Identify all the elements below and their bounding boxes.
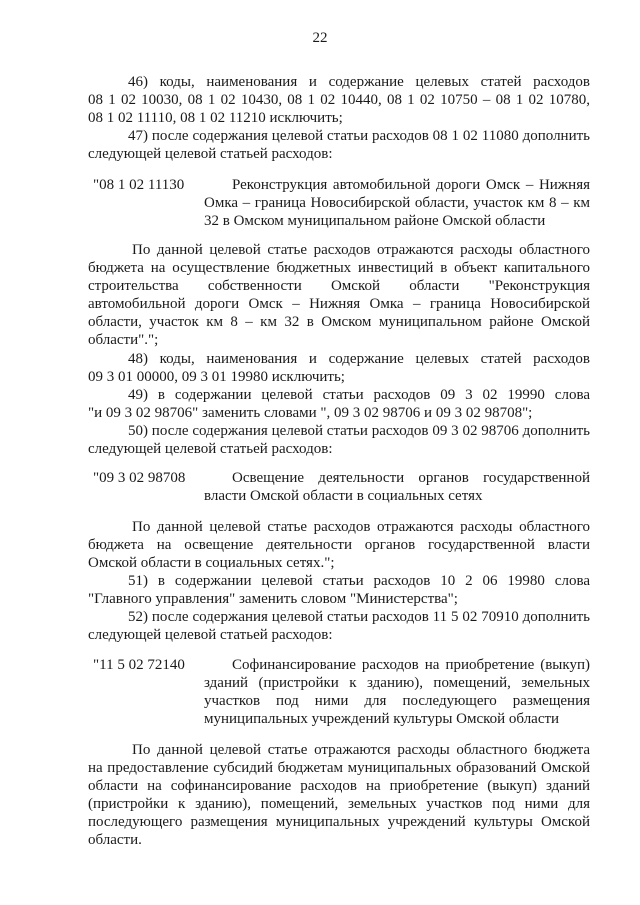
text-line: 49) в содержании целевой статьи расходов 09 3 02 19990 слова	[128, 387, 590, 403]
text-line: области".";	[88, 332, 159, 348]
text-line: Омской области в социальных сетях.";	[88, 555, 335, 571]
description-2	[88, 518, 590, 572]
text-line: 47) после содержания целевой статьи расходов 08 1 02 11080 дополнить	[128, 128, 590, 144]
text-line: строительства собственности Омской области "Реконструкция	[88, 278, 590, 294]
text-line: следующей целевой статьей расходов:	[88, 627, 333, 643]
text-line: области, участок км 8 – км 32 в Омском муниципальном районе Омской	[88, 314, 590, 330]
text-line: зданий (пристройки к зданию), помещений, земельных	[204, 675, 590, 691]
text-line: 08 1 02 11110, 08 1 02 11210 исключить;	[88, 110, 343, 126]
text-line: следующей целевой статьей расходов:	[88, 146, 333, 162]
entry-code: "11 5 02 72140	[93, 657, 185, 673]
text-line: бюджета на осуществление бюджетных инвестиций в объект капитального	[88, 260, 590, 276]
text-line: По данной целевой статье расходов отражаются расходы областного	[132, 519, 590, 535]
text-line: последующего размещения муниципальных учреждений культуры Омской	[88, 814, 590, 830]
paragraph-48	[88, 350, 590, 386]
description-3	[88, 741, 590, 849]
entry-name	[204, 176, 590, 230]
paragraph-52	[88, 608, 590, 644]
text-line: 46) коды, наименования и содержание целевых статей расходов	[128, 74, 590, 90]
text-line: По данной целевой статье отражаются расходы областного бюджета	[132, 742, 590, 758]
text-line: 09 3 01 00000, 09 3 01 19980 исключить;	[88, 369, 345, 385]
text-line: муниципальных учреждений культуры Омской области	[204, 711, 560, 727]
description-1	[88, 241, 590, 349]
paragraph-49	[88, 386, 590, 422]
text-line: следующей целевой статьей расходов:	[88, 441, 333, 457]
text-line: 51) в содержании целевой статьи расходов 10 2 06 19980 слова	[128, 573, 590, 589]
text-line: 52) после содержания целевой статьи расходов 11 5 02 70910 дополнить	[128, 609, 590, 625]
paragraph-47	[88, 127, 590, 163]
text-line: власти Омской области в социальных сетях	[204, 488, 483, 504]
text-line: 48) коды, наименования и содержание целевых статей расходов	[128, 351, 590, 367]
paragraph-46	[88, 73, 590, 127]
text-line: Омка – граница Новосибирской области, участок км 8 – км	[204, 195, 590, 211]
text-line: "Главного управления" заменить словом "Министерства";	[88, 591, 458, 607]
entry-code: "09 3 02 98708	[93, 470, 186, 486]
text-line: (пристройки к зданию), помещений, земельных участков под ними для	[88, 796, 590, 812]
paragraph-50	[88, 422, 590, 458]
text-line: Освещение деятельности органов государственной	[232, 470, 590, 486]
text-line: бюджета на освещение деятельности органов государственной власти	[88, 537, 590, 553]
text-line: области на софинансирование расходов на приобретение (выкуп) зданий	[88, 778, 590, 794]
entry-name	[204, 656, 590, 728]
paragraph-51	[88, 572, 590, 608]
text-line: на предоставление субсидий бюджетам муниципальных образований Омской	[88, 760, 590, 776]
text-line: 32 в Омском муниципальном районе Омской области	[204, 213, 546, 229]
text-line: 08 1 02 10030, 08 1 02 10430, 08 1 02 10440, 08 1 02 10750 – 08 1 02 10780,	[88, 92, 590, 108]
page-number: 22	[312, 30, 328, 46]
text-line: 50) после содержания целевой статьи расходов 09 3 02 98706 дополнить	[128, 423, 590, 439]
text-line: области.	[88, 832, 142, 848]
text-line: автомобильной дороги Омск – Нижняя Омка – граница Новосибирской	[88, 296, 590, 312]
entry-code: "08 1 02 11130	[93, 177, 185, 193]
text-line: участков под ними для последующего размещения	[204, 693, 590, 709]
text-line: По данной целевой статье расходов отражаются расходы областного	[132, 242, 590, 258]
entry-name	[204, 469, 590, 505]
text-line: Софинансирование расходов на приобретение (выкуп)	[232, 657, 590, 673]
text-line: "и 09 3 02 98706" заменить словами ", 09 3 02 98706 и 09 3 02 98708";	[88, 405, 533, 421]
text-line: Реконструкция автомобильной дороги Омск – Нижняя	[232, 177, 590, 193]
